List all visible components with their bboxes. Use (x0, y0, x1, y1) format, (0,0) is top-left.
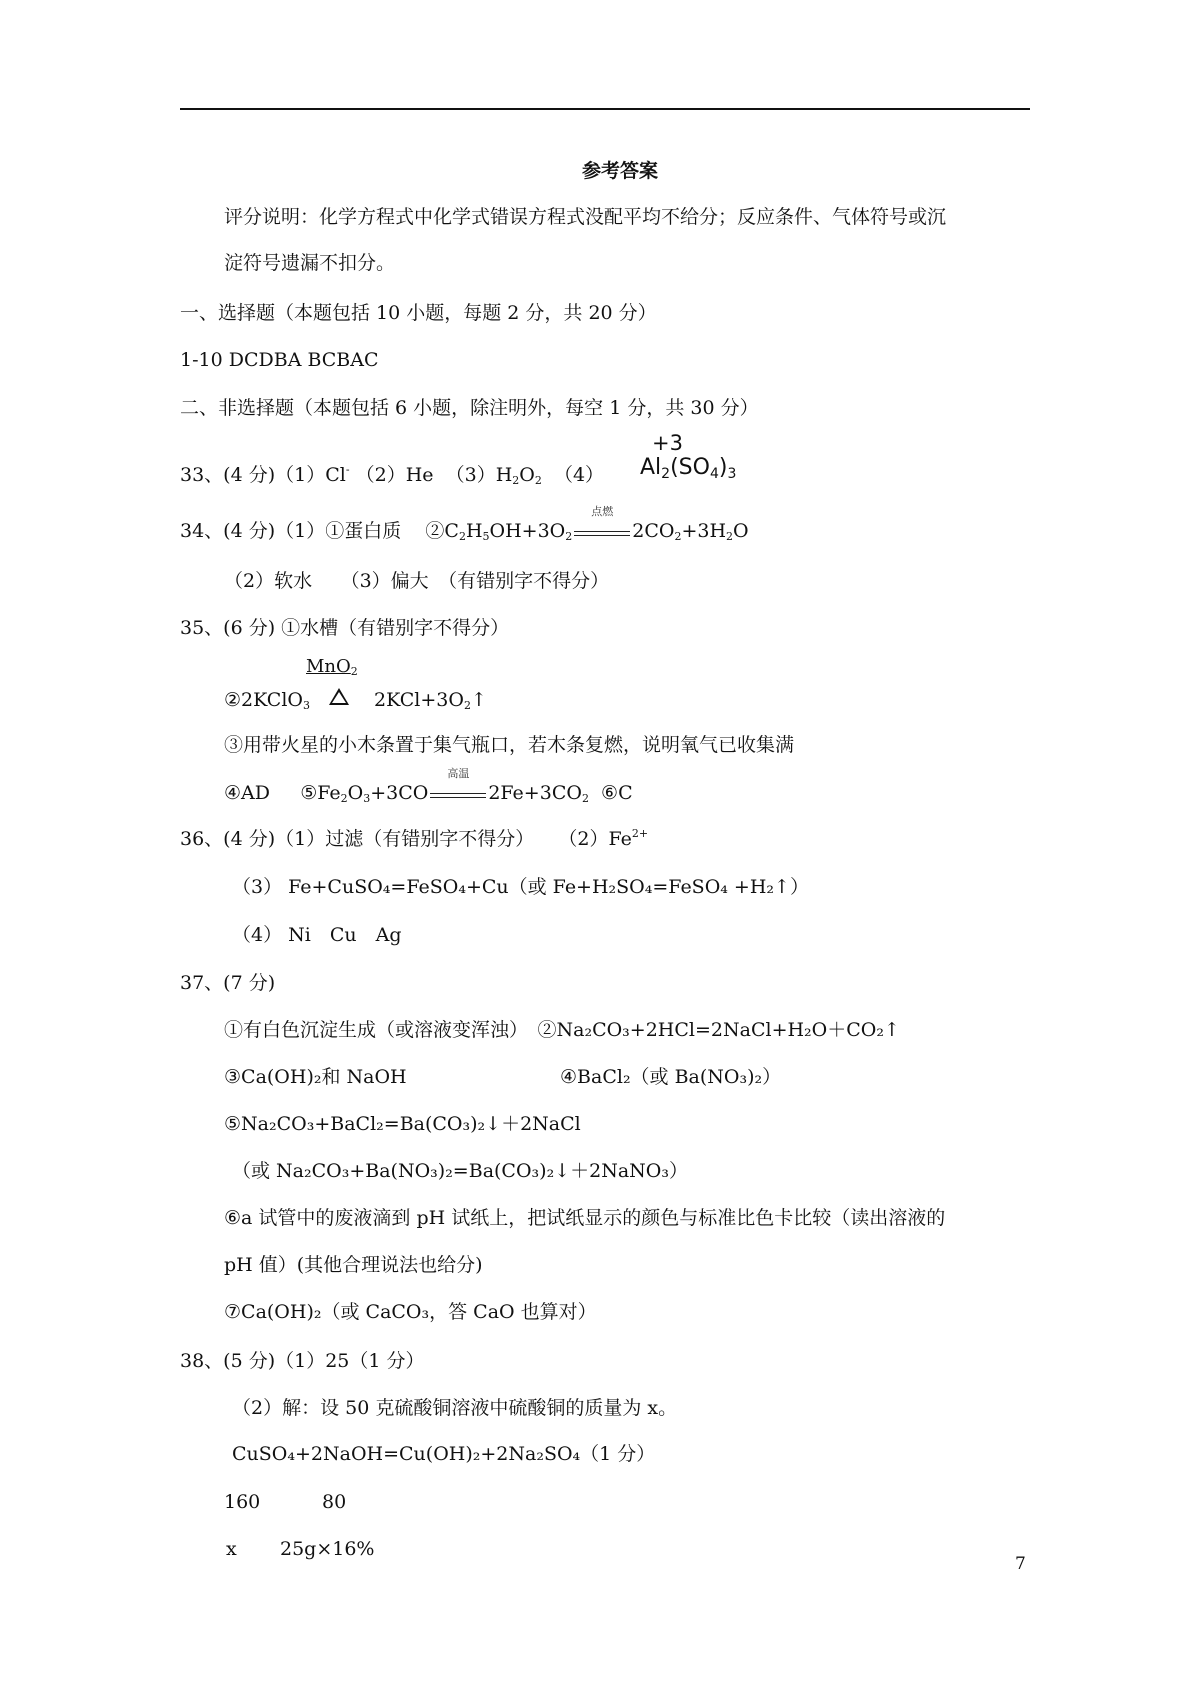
q37-line-2a: ③Ca(OH)₂和 NaOH (224, 1066, 407, 1088)
q35-line-2-products: $2KCl+3O_2↑$ (374, 689, 487, 712)
q38-unknown-x: x (226, 1538, 237, 1560)
scoring-note-line-1: 评分说明：化学方程式中化学式错误方程式没配平均不给分；反应条件、气体符号或沉 (224, 206, 947, 228)
q38-line-2: （2）解：设 50 克硫酸铜溶液中硫酸铜的质量为 x。 (232, 1397, 678, 1419)
section1-heading: 一、选择题（本题包括 10 小题，每题 2 分，共 20 分） (180, 302, 657, 324)
q35-line-1: 35、(6 分) ①水槽（有错别字不得分） (180, 617, 510, 639)
page-title: 参考答案 (582, 160, 659, 182)
q37-heading: 37、(7 分) (180, 972, 276, 994)
q37-line-7: ⑦Ca(OH)₂（或 CaCO₃，答 CaO 也算对） (224, 1301, 597, 1323)
q38-given-mass: 25g×16% (280, 1538, 375, 1560)
scoring-note-line-2: 淀符号遗漏不扣分。 (224, 252, 396, 274)
q38-mass-160: 160 (224, 1491, 261, 1513)
q34-line-2: （2）软水 （3）偏大 （有错别字不得分） (224, 570, 610, 592)
q35-line-3: ③用带火星的小木条置于集气瓶口，若木条复燃，说明氧气已收集满 (224, 734, 795, 756)
page-number: 7 (1015, 1554, 1026, 1574)
section1-answers: 1-10 DCDBA BCBAC (180, 349, 379, 371)
q37-line-1: ①有白色沉淀生成（或溶液变浑浊） ②Na₂CO₃+2HCl=2NaCl+H₂O＋CO₂↑ (224, 1019, 900, 1041)
q37-line-2b: ④BaCl₂（或 Ba(NO₃)₂） (560, 1066, 782, 1088)
q37-line-4: （或 Na₂CO₃+Ba(NO₃)₂=Ba(CO₃)₂↓＋2NaNO₃） (232, 1160, 688, 1182)
reaction-condition-arrow: 高温 (428, 780, 488, 806)
q37-line-5: ⑥a 试管中的废液滴到 pH 试纸上，把试纸显示的颜色与标准比色卡比较（读出溶液的 (224, 1207, 946, 1229)
q37-line-6: pH 值）(其他合理说法也给分) (224, 1254, 483, 1276)
q38-line-3: CuSO₄+2NaOH=Cu(OH)₂+2Na₂SO₄（1 分） (232, 1443, 656, 1465)
heat-triangle-icon (329, 688, 349, 705)
q38-line-1: 38、(5 分)（1）25（1 分） (180, 1350, 425, 1372)
q34-line-1: 34、(4 分)（1）①蛋白质 $②C_2H_5OH+3O_2$ 点燃 $2CO_2+3H_2O$ (180, 505, 749, 543)
q36-line-3: （4） Ni Cu Ag (232, 924, 402, 946)
q35-line-2: ②2KClO$_3$ (224, 689, 310, 712)
q35-catalyst: MnO$_2$ (306, 656, 358, 678)
q36-line-2: （3） Fe+CuSO₄=FeSO₄+Cu（或 Fe+H₂SO₄=FeSO₄ +H₂↑） (232, 876, 809, 898)
q33-valence: +3 (652, 431, 683, 455)
q36-line-1: 36、(4 分)（1）过滤（有错别字不得分） $(2)Fe^{2+}$ (180, 827, 649, 850)
q38-mass-80: 80 (322, 1491, 347, 1513)
q37-line-3: ⑤Na₂CO₃+BaCl₂=Ba(CO₃)₂↓＋2NaCl (224, 1113, 581, 1135)
reaction-condition-arrow: 点燃 (572, 518, 632, 544)
q35-line-4: ④AD $⑤Fe_2O_3+3CO$ 高温 $2Fe+3CO_2$ ⑥C (224, 767, 633, 805)
q33-answer: 33、(4 分)（1）Cl- （2）He $(3)H_2O_2$ （4） (180, 463, 605, 487)
section2-heading: 二、非选择题（本题包括 6 小题，除注明外，每空 1 分，共 30 分） (180, 397, 759, 419)
q33-formula: $Al_2(SO_4)_3$ (640, 455, 737, 482)
header-rule (180, 108, 1030, 110)
